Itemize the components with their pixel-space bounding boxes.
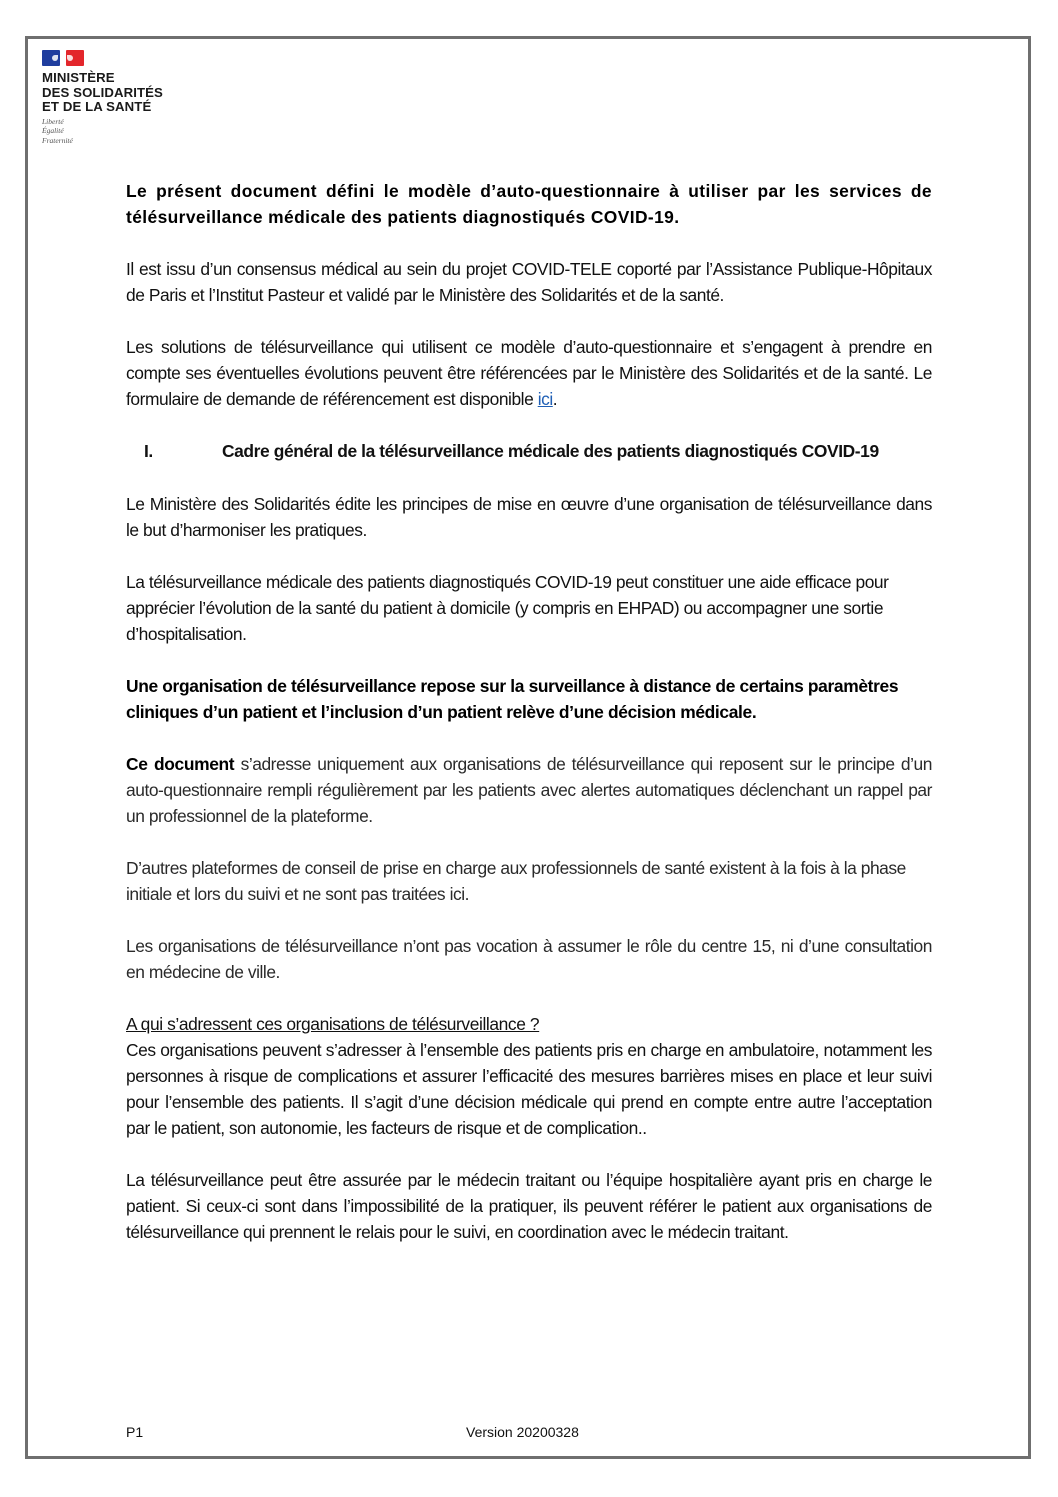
section-paragraph-4-text: s’adresse uniquement aux organisations de télésurveillance qui reposent sur le principe d’un auto-questionnaire rempli régulièrement par les patients avec alertes automatiques déclenchant un rappel par un professionnel de la plateforme. [126,754,932,826]
this-document-emphasis: Ce document [126,754,235,774]
intro-paragraph-3 [126,334,932,412]
ministry-line-3: ET DE LA SANTÉ [42,99,152,114]
section-paragraph-1: Le Ministère des Solidarités édite les principes de mise en œuvre d’une organisation de télésurveillance dans le but d’harmoniser les pratiques. [126,494,932,540]
document-version: Version 20200328 [466,1424,579,1440]
section-number: I. [144,441,153,461]
section-paragraph-2: La télésurveillance médicale des patients diagnostiqués COVID-19 peut constituer une aide efficace pour apprécier l’évolution de la santé du patient à domicile (y compris en EHPAD) ou accompagner une sortie d’hospitalisation. [126,572,889,644]
intro-paragraph-1: Le présent document défini le modèle d’auto-questionnaire à utiliser par les services de télésurveillance médicale des patients diagnostiqués COVID-19. [126,181,932,227]
flag-red-part [66,50,84,66]
document-body [126,178,932,1271]
section-paragraph-6: Les organisations de télésurveillance n’ont pas vocation à assumer le rôle du centre 15, ni d’une consultation en médecine de ville. [126,936,932,982]
section-heading [126,438,932,465]
motto-egalite: Égalité [42,126,64,135]
section-title: Cadre général de la télésurveillance médicale des patients diagnostiqués COVID-19 [222,441,879,461]
subsection-heading: A qui s’adressent ces organisations de télésurveillance ? [126,1014,540,1034]
intro-paragraph-3-end: . [552,389,558,409]
republic-motto [42,117,163,146]
ministry-line-2: DES SOLIDARITÉS [42,84,163,100]
subsection-paragraph-1: Ces organisations peuvent s’adresser à l’ensemble des patients pris en charge en ambulatoire, notamment les personnes à risque de complications et assurer l’efficacité des mesures barrières mises en place et leur suivi pour l’ensemble des patients. Il s’agit d’une décision médicale qui prend en compte entre autre l’acceptation par le patient, son autonomie, les facteurs de risque et de complication.. [126,1040,932,1138]
intro-paragraph-3-text: Les solutions de télésurveillance qui utilisent ce modèle d’auto-questionnaire et s’engagent à prendre en compte ses éventuelles évolutions peuvent être référencées par le Ministère des Solidarités et de la santé. Le formulaire de demande de référencement est disponible [126,337,932,409]
ministry-name [42,71,163,115]
section-paragraph-3: Une organisation de télésurveillance repose sur la surveillance à distance de certains paramètres cliniques d’un patient et l’inclusion d’un patient relève d’une décision médicale. [126,676,899,722]
motto-liberte: Liberté [42,116,64,126]
ministry-logo [42,50,163,145]
motto-fraternite: Fraternité [42,135,73,145]
section-paragraph-5: D’autres plateformes de conseil de prise en charge aux professionnels de santé existent à la fois à la phase initiale et lors du suivi et ne sont pas traitées ici. [126,858,906,904]
page-number: P1 [126,1424,144,1440]
referencing-form-link[interactable]: ici [537,389,553,409]
french-flag-icon [42,50,84,66]
intro-paragraph-2: Il est issu d’un consensus médical au sein du projet COVID-TELE coporté par l’Assistance Publique-Hôpitaux de Paris et l’Institut Pasteur et validé par le Ministère des Solidarités et de la santé. [126,259,932,305]
ministry-line-1: MINISTÈRE [42,70,115,85]
subsection-paragraph-2: La télésurveillance peut être assurée par le médecin traitant ou l’équipe hospitalière ayant pris en charge le patient. Si ceux-ci sont dans l’impossibilité de la pratiquer, ils peuvent référer le patient aux organisations de télésurveillance qui prennent le relais pour le suivi, en coordination avec le médecin traitant. [126,1170,932,1242]
flag-blue-part [42,50,60,66]
section-paragraph-4 [126,751,932,829]
